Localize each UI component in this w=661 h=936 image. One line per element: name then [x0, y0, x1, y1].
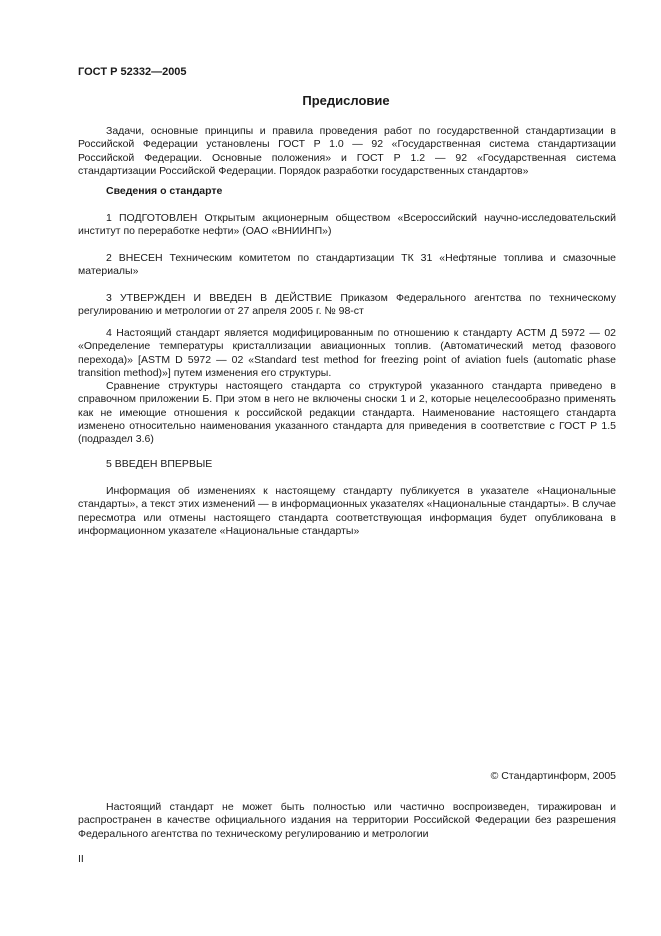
page-number: II — [78, 853, 84, 865]
rights-notice: Настоящий стандарт не может быть полностью или частично воспроизведен, тиражирован и распространен в качестве официального издания на территории Российской Федерации без разрешения Федерального агентства по техническому регулированию и метрологии — [78, 801, 616, 840]
item-4-block — [78, 327, 616, 447]
document-code: ГОСТ Р 52332—2005 — [78, 66, 187, 78]
item-4-modification: 4 Настоящий стандарт является модифицированным по отношению к стандарту АСТМ Д 5972 — 02 «Определение температуры кристаллизации авиационных топлив. (Автоматический метод фазового перехода)» [ASTM D 5972 — 02 «Standard test method for freezing point of aviation fuels (automatic phase transition method)»] путем изменения его структуры. — [78, 327, 616, 379]
intro-paragraph: Задачи, основные принципы и правила проведения работ по государственной стандартизации в Российской Федерации установлены ГОСТ Р 1.0 — 92 «Государственная система стандартизации Российской Федерации. Основные положения» и ГОСТ Р 1.2 — 92 «Государственная система стандартизации Российской Федерации. Порядок разработки государственных стандартов» — [78, 125, 616, 177]
item-3-approved: 3 УТВЕРЖДЕН И ВВЕДЕН В ДЕЙСТВИЕ Приказом Федерального агентства по техническому регулированию и метрологии от 27 апреля 2005 г. № 98-ст — [78, 292, 616, 318]
page-title: Предисловие — [302, 93, 390, 108]
standard-info-heading: Сведения о стандарте — [106, 185, 223, 197]
changes-info-paragraph: Информация об изменениях к настоящему стандарту публикуется в указателе «Национальные стандарты», а текст этих изменений — в информационных указателях «Национальные стандарты». В случае пересмотра или отмены настоящего стандарта соответствующая информация будет опубликована в информационном указателе «Национальные стандарты» — [78, 485, 616, 537]
item-1-prepared: 1 ПОДГОТОВЛЕН Открытым акционерным обществом «Всероссийский научно-исследовательский институт по переработке нефти» (ОАО «ВНИИНП») — [78, 212, 616, 238]
copyright-notice: © Стандартинформ, 2005 — [490, 770, 616, 782]
item-2-submitted: 2 ВНЕСЕН Техническим комитетом по стандартизации ТК 31 «Нефтяные топлива и смазочные материалы» — [78, 252, 616, 278]
item-4-comparison: Сравнение структуры настоящего стандарта со структурой указанного стандарта приведено в справочном приложении Б. При этом в него не включены сноски 1 и 2, которые нецелесообразно применять как не имеющие отношения к российской редакции стандарта. Наименование настоящего стандарта изменено относительно наименования указанного стандарта для приведения в соответствие с ГОСТ Р 1.5 (подраздел 3.6) — [78, 380, 616, 446]
item-5-first-introduced: 5 ВВЕДЕН ВПЕРВЫЕ — [106, 458, 213, 470]
